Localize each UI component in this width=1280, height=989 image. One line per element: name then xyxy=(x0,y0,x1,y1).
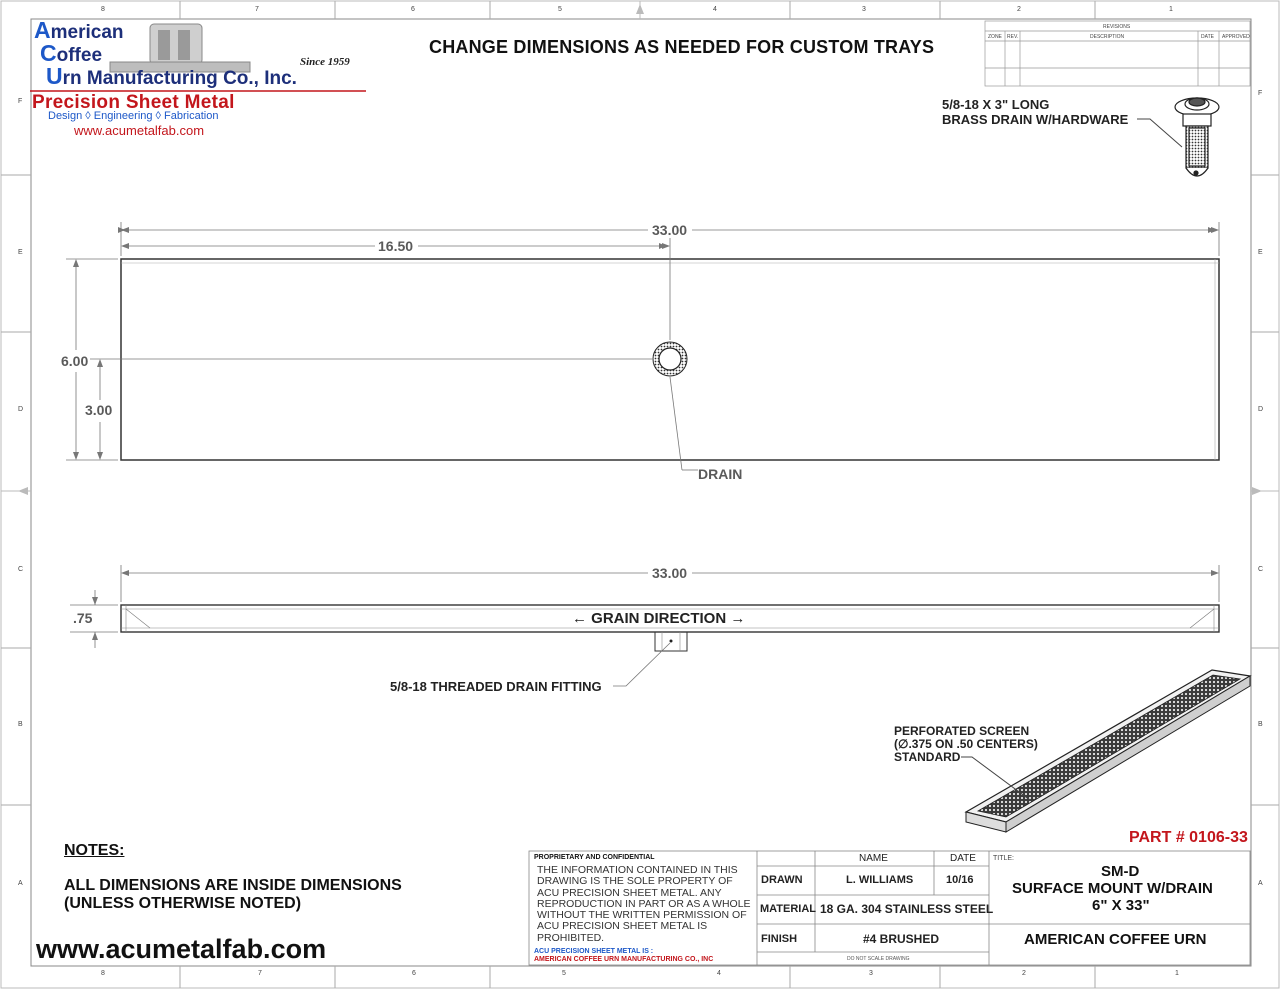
title-line3: 6" X 33" xyxy=(1092,897,1150,914)
zone-row-a-left: A xyxy=(18,880,23,887)
top-half-width: 3.00 xyxy=(85,402,113,418)
zone-col-6-bottom: 6 xyxy=(412,970,416,977)
rev-col-approved: APPROVED xyxy=(1222,34,1250,40)
zone-row-f-left: F xyxy=(18,98,23,105)
do-not-scale: DO NOT SCALE DRAWING xyxy=(847,956,910,962)
finish-label: FINISH xyxy=(761,933,798,945)
finish-value: #4 BRUSHED xyxy=(863,932,940,946)
proprietary-heading: PROPRIETARY AND CONFIDENTIAL xyxy=(534,854,655,861)
rev-col-zone: ZONE xyxy=(988,34,1002,40)
screen-line3: STANDARD xyxy=(894,750,961,764)
footer-url: www.acumetalfab.com xyxy=(36,934,327,964)
brass-drain-line1: 5/8-18 X 3" LONG xyxy=(942,97,1050,112)
logo-url: www.acumetalfab.com xyxy=(74,123,205,138)
zone-row-c-right: C xyxy=(1258,566,1264,573)
part-number: PART # 0106-33 xyxy=(1129,829,1248,846)
material-value: 18 GA. 304 STAINLESS STEEL xyxy=(820,902,994,916)
zone-col-4-top: 4 xyxy=(713,6,717,13)
title-line2: SURFACE MOUNT W/DRAIN xyxy=(1012,880,1213,897)
zone-col-3-top: 3 xyxy=(862,6,866,13)
zone-col-1-top: 1 xyxy=(1169,6,1173,13)
zone-row-e-left: E xyxy=(18,249,23,256)
revisions-title: REVISIONS xyxy=(1103,24,1131,30)
zone-row-b-left: B xyxy=(18,721,23,728)
brass-drain-illustration xyxy=(1175,98,1219,176)
rev-col-date: DATE xyxy=(1201,34,1214,40)
title-line1: SM-D xyxy=(1101,863,1140,880)
date-header: DATE xyxy=(950,853,976,864)
notes-line1: ALL DIMENSIONS ARE INSIDE DIMENSIONS xyxy=(64,877,402,894)
notes-line2: (UNLESS OTHERWISE NOTED) xyxy=(64,895,302,912)
brass-drain-line2: BRASS DRAIN W/HARDWARE xyxy=(942,112,1129,127)
zone-col-3-bottom: 3 xyxy=(869,970,873,977)
threaded-fitting-label: 5/8-18 THREADED DRAIN FITTING xyxy=(390,679,602,694)
top-half-length: 16.50 xyxy=(378,238,414,254)
top-width: 6.00 xyxy=(61,353,89,369)
zone-row-a-right: A xyxy=(1258,880,1263,887)
logo-line-american: American xyxy=(34,17,124,43)
title-label: TITLE: xyxy=(993,855,1015,862)
zone-col-5-top: 5 xyxy=(558,6,562,13)
zone-row-f-right: F xyxy=(1258,90,1263,97)
revisions-table xyxy=(985,21,1250,86)
zone-col-5-bottom: 5 xyxy=(562,970,566,977)
company-name: AMERICAN COFFEE URN xyxy=(1024,931,1207,948)
zone-col-2-top: 2 xyxy=(1017,6,1021,13)
name-header: NAME xyxy=(859,853,888,864)
inner-border xyxy=(31,19,1251,966)
brass-drain-leader xyxy=(1137,119,1182,147)
isometric-tray xyxy=(966,670,1250,832)
rev-col-description: DESCRIPTION xyxy=(1090,34,1125,40)
logo-line-urn: Urn Manufacturing Co., Inc. xyxy=(46,63,297,89)
top-view-arrowheads xyxy=(73,227,1219,460)
logo-line-coffee: Coffee xyxy=(40,40,103,66)
zone-col-8-top: 8 xyxy=(101,6,105,13)
drawn-name: L. WILLIAMS xyxy=(846,874,914,886)
header-note: CHANGE DIMENSIONS AS NEEDED FOR CUSTOM TRAYS xyxy=(429,37,935,57)
drain-label: DRAIN xyxy=(698,466,743,482)
side-height: .75 xyxy=(73,610,93,626)
zone-col-7-bottom: 7 xyxy=(258,970,262,977)
rev-col-rev: REV. xyxy=(1007,34,1019,40)
fitting-center xyxy=(670,640,673,643)
notes-heading: NOTES: xyxy=(64,842,125,859)
zone-row-b-right: B xyxy=(1258,721,1263,728)
acu-sub: AMERICAN COFFEE URN MANUFACTURING CO., INC xyxy=(534,956,714,963)
urn-logo-graphic xyxy=(110,24,250,72)
drawn-label: DRAWN xyxy=(761,874,803,886)
zone-col-8-bottom: 8 xyxy=(101,970,105,977)
zone-col-4-bottom: 4 xyxy=(717,970,721,977)
grain-direction: ← GRAIN DIRECTION → xyxy=(572,610,746,627)
drain-hole xyxy=(653,342,687,376)
proprietary-text: THE INFORMATION CONTAINED IN THIS DRAWING IS THE SOLE PROPERTY OF ACU PRECISION SHEET METAL. ANY REPRODUCTION IN PART OR AS A WHOLE WITHOUT THE WRITTEN PERMISSION OF ACU PRECISION SHEET METAL IS PROHIBITED. xyxy=(537,864,751,944)
zone-row-e-right: E xyxy=(1258,249,1263,256)
outer-border xyxy=(1,1,1279,988)
zone-row-d-right: D xyxy=(1258,406,1264,413)
zone-ticks xyxy=(1,1,1279,988)
side-overall-length: 33.00 xyxy=(652,565,688,581)
top-overall-length: 33.00 xyxy=(652,222,688,238)
logo-tagline: Design ◊ Engineering ◊ Fabrication xyxy=(48,110,219,122)
zone-col-7-top: 7 xyxy=(255,6,259,13)
zone-col-1-bottom: 1 xyxy=(1175,970,1179,977)
logo-precision-sheet-metal: Precision Sheet Metal xyxy=(32,92,235,113)
logo-since: Since 1959 xyxy=(300,56,350,68)
zone-row-c-left: C xyxy=(18,566,24,573)
screen-line2: (∅.375 ON .50 CENTERS) xyxy=(894,737,1038,751)
drawn-date: 10/16 xyxy=(946,874,974,886)
acu-line: ACU PRECISION SHEET METAL IS : xyxy=(534,948,654,955)
zone-col-2-bottom: 2 xyxy=(1022,970,1026,977)
screen-line1: PERFORATED SCREEN xyxy=(894,724,1030,738)
zone-col-6-top: 6 xyxy=(411,6,415,13)
material-label: MATERIAL xyxy=(760,903,817,915)
zone-row-d-left: D xyxy=(18,406,24,413)
